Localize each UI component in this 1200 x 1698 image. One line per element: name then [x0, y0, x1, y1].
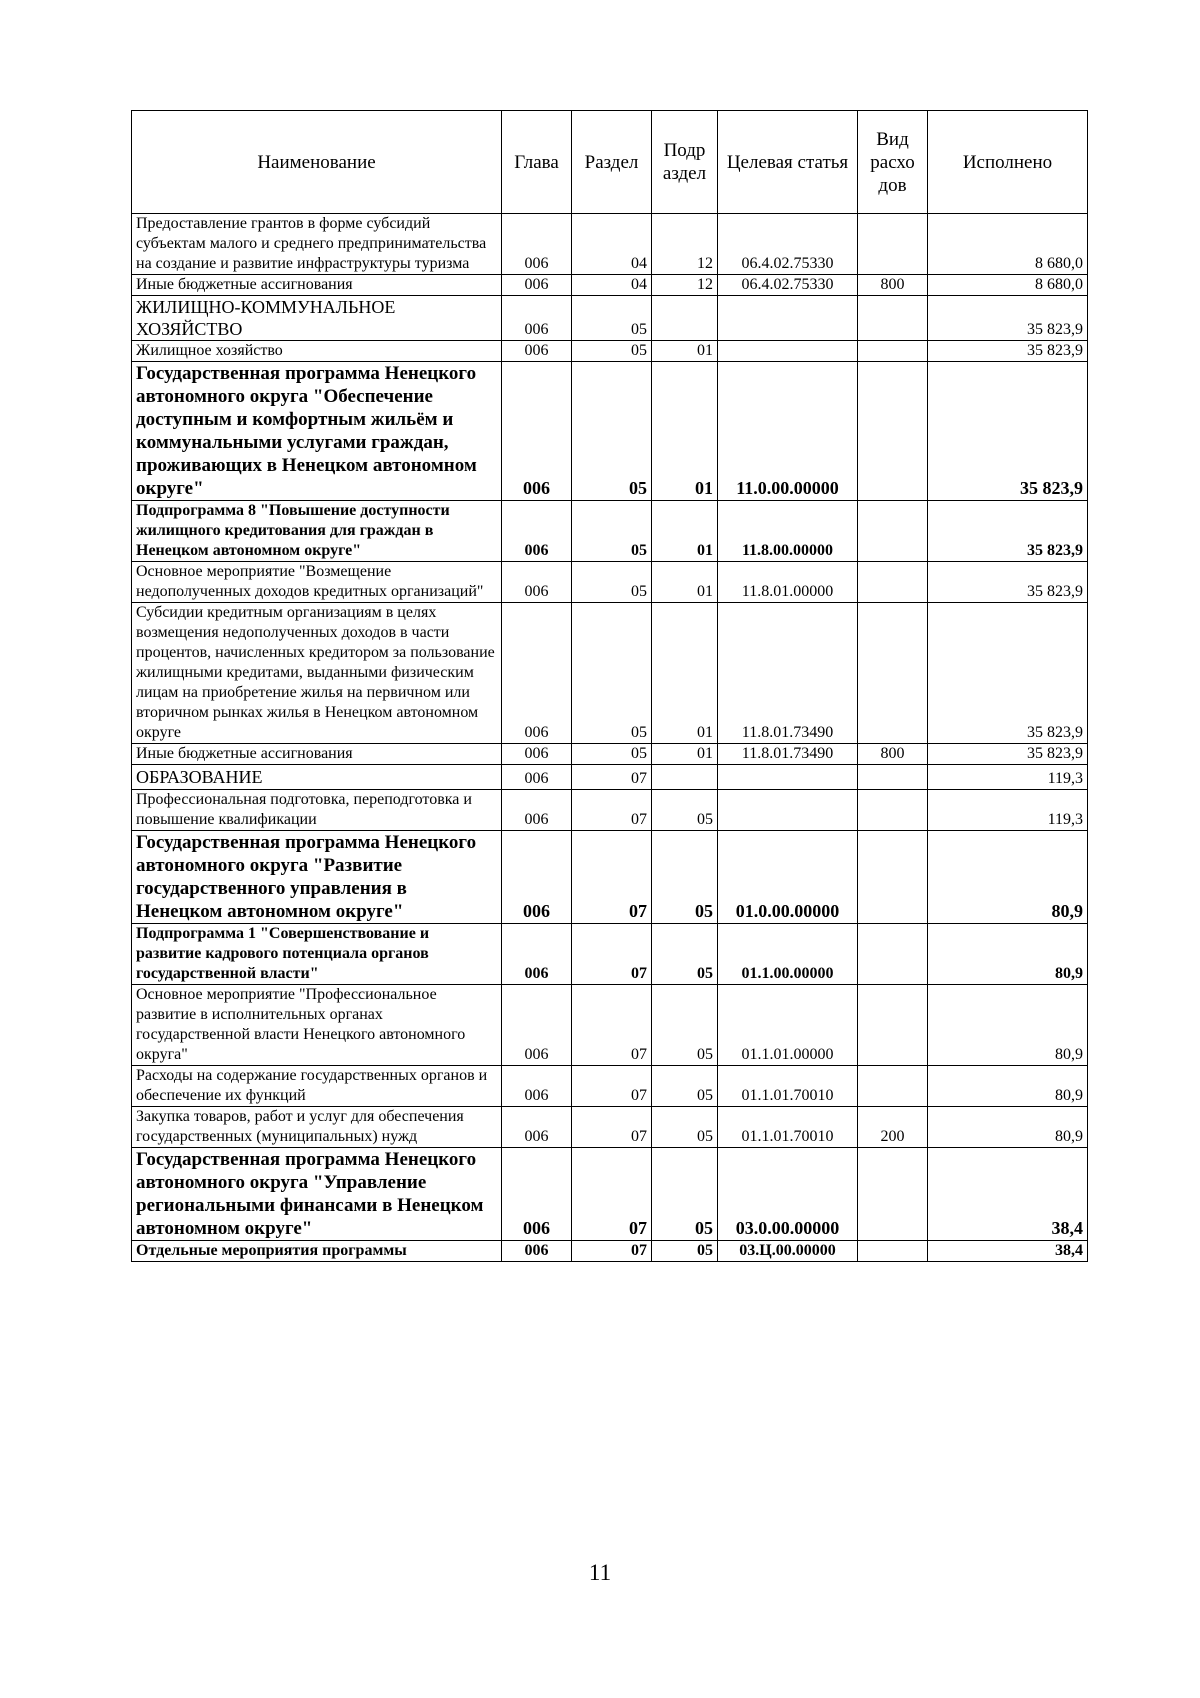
cell-razdel: 07 [572, 1241, 652, 1262]
cell-name: Государственная программа Ненецкого автономного округа "Управление региональными финансами в Ненецком автономном округе" [132, 1148, 502, 1241]
cell-ispolneno: 35 823,9 [928, 501, 1088, 562]
header-ispolneno: Исполнено [928, 111, 1088, 214]
cell-vid [858, 831, 928, 924]
cell-celevaya: 11.8.01.00000 [718, 562, 858, 603]
cell-podrazdel: 12 [652, 275, 718, 296]
table-row [132, 790, 1088, 831]
table-row [132, 831, 1088, 924]
cell-name: ОБРАЗОВАНИЕ [132, 765, 502, 790]
cell-glava: 006 [502, 296, 572, 341]
cell-glava: 006 [502, 341, 572, 362]
header-razdel: Раздел [572, 111, 652, 214]
table-row [132, 744, 1088, 765]
table-row [132, 214, 1088, 275]
table-row [132, 562, 1088, 603]
cell-glava: 006 [502, 765, 572, 790]
cell-podrazdel: 01 [652, 744, 718, 765]
cell-celevaya: 03.0.00.00000 [718, 1148, 858, 1241]
cell-name: Отдельные мероприятия программы [132, 1241, 502, 1262]
table-row [132, 1107, 1088, 1148]
cell-razdel: 07 [572, 1148, 652, 1241]
cell-vid [858, 790, 928, 831]
cell-name: Предоставление грантов в форме субсидий субъектам малого и среднего предпринимательства на создание и развитие инфраструктуры туризма [132, 214, 502, 275]
cell-podrazdel: 12 [652, 214, 718, 275]
cell-celevaya: 11.8.00.00000 [718, 501, 858, 562]
cell-podrazdel: 01 [652, 603, 718, 744]
header-vid: Вид расхо дов [858, 111, 928, 214]
cell-celevaya [718, 341, 858, 362]
cell-podrazdel [652, 765, 718, 790]
header-podrazdel: Подр аздел [652, 111, 718, 214]
cell-celevaya: 01.1.01.70010 [718, 1107, 858, 1148]
cell-celevaya [718, 790, 858, 831]
cell-name: Иные бюджетные ассигнования [132, 275, 502, 296]
cell-glava: 006 [502, 831, 572, 924]
cell-razdel: 07 [572, 1066, 652, 1107]
cell-celevaya: 11.8.01.73490 [718, 603, 858, 744]
cell-glava: 006 [502, 1107, 572, 1148]
cell-name: Подпрограмма 8 "Повышение доступности жилищного кредитования для граждан в Ненецком автономном округе" [132, 501, 502, 562]
cell-podrazdel [652, 296, 718, 341]
cell-celevaya [718, 765, 858, 790]
cell-vid [858, 985, 928, 1066]
cell-podrazdel: 05 [652, 985, 718, 1066]
table-row [132, 603, 1088, 744]
cell-vid [858, 214, 928, 275]
cell-podrazdel: 05 [652, 1107, 718, 1148]
cell-name: Основное мероприятие "Профессиональное развитие в исполнительных органах государственной власти Ненецкого автономного округа" [132, 985, 502, 1066]
header-name: Наименование [132, 111, 502, 214]
cell-vid [858, 362, 928, 501]
cell-glava: 006 [502, 744, 572, 765]
cell-glava: 006 [502, 985, 572, 1066]
cell-glava: 006 [502, 1148, 572, 1241]
cell-ispolneno: 38,4 [928, 1148, 1088, 1241]
cell-podrazdel: 05 [652, 1241, 718, 1262]
cell-ispolneno: 35 823,9 [928, 296, 1088, 341]
table-header-row [132, 111, 1088, 214]
cell-podrazdel: 05 [652, 924, 718, 985]
header-glava: Глава [502, 111, 572, 214]
cell-vid [858, 924, 928, 985]
cell-ispolneno: 35 823,9 [928, 362, 1088, 501]
cell-celevaya: 01.1.01.70010 [718, 1066, 858, 1107]
cell-celevaya: 03.Ц.00.00000 [718, 1241, 858, 1262]
table-row [132, 275, 1088, 296]
cell-podrazdel: 01 [652, 362, 718, 501]
cell-name: Жилищное хозяйство [132, 341, 502, 362]
cell-ispolneno: 119,3 [928, 765, 1088, 790]
cell-vid [858, 296, 928, 341]
cell-razdel: 05 [572, 744, 652, 765]
cell-ispolneno: 35 823,9 [928, 603, 1088, 744]
cell-glava: 006 [502, 214, 572, 275]
cell-podrazdel: 05 [652, 790, 718, 831]
table-row [132, 924, 1088, 985]
cell-razdel: 07 [572, 790, 652, 831]
header-celevaya: Целевая статья [718, 111, 858, 214]
cell-ispolneno: 35 823,9 [928, 744, 1088, 765]
cell-vid [858, 1241, 928, 1262]
cell-celevaya: 01.0.00.00000 [718, 831, 858, 924]
cell-ispolneno: 80,9 [928, 1107, 1088, 1148]
cell-name: Государственная программа Ненецкого автономного округа "Обеспечение доступным и комфортным жильём и коммунальными услугами граждан, проживающих в Ненецком автономном округе" [132, 362, 502, 501]
page-number: 11 [588, 1560, 612, 1585]
cell-celevaya: 01.1.00.00000 [718, 924, 858, 985]
cell-glava: 006 [502, 1066, 572, 1107]
cell-glava: 006 [502, 603, 572, 744]
cell-vid: 200 [858, 1107, 928, 1148]
cell-ispolneno: 119,3 [928, 790, 1088, 831]
cell-podrazdel: 05 [652, 1066, 718, 1107]
cell-razdel: 05 [572, 562, 652, 603]
cell-razdel: 07 [572, 1107, 652, 1148]
cell-ispolneno: 35 823,9 [928, 341, 1088, 362]
cell-ispolneno: 80,9 [928, 1066, 1088, 1107]
cell-ispolneno: 80,9 [928, 924, 1088, 985]
cell-name: Субсидии кредитным организациям в целях возмещения недополученных доходов в части процентов, начисленных кредитором за пользование жилищными кредитами, выданными физическим лицам на приобретение жилья на первичном или вторичном рынках жилья в Ненецком автономном округе [132, 603, 502, 744]
cell-vid [858, 562, 928, 603]
cell-name: Иные бюджетные ассигнования [132, 744, 502, 765]
table-row [132, 985, 1088, 1066]
cell-name: Государственная программа Ненецкого автономного округа "Развитие государственного управления в Ненецком автономном округе" [132, 831, 502, 924]
table-row [132, 1241, 1088, 1262]
cell-razdel: 05 [572, 501, 652, 562]
cell-glava: 006 [502, 790, 572, 831]
cell-celevaya [718, 296, 858, 341]
cell-name: Расходы на содержание государственных органов и обеспечение их функций [132, 1066, 502, 1107]
cell-vid [858, 1066, 928, 1107]
cell-ispolneno: 35 823,9 [928, 562, 1088, 603]
cell-glava: 006 [502, 562, 572, 603]
cell-razdel: 05 [572, 341, 652, 362]
cell-celevaya: 11.0.00.00000 [718, 362, 858, 501]
cell-vid [858, 603, 928, 744]
cell-razdel: 07 [572, 765, 652, 790]
cell-podrazdel: 05 [652, 831, 718, 924]
cell-vid [858, 1148, 928, 1241]
table-row [132, 1148, 1088, 1241]
table-row [132, 362, 1088, 501]
cell-name: Основное мероприятие "Возмещение недополученных доходов кредитных организаций" [132, 562, 502, 603]
cell-razdel: 04 [572, 275, 652, 296]
cell-glava: 006 [502, 1241, 572, 1262]
cell-name: Подпрограмма 1 "Совершенствование и развитие кадрового потенциала органов государственной власти" [132, 924, 502, 985]
cell-razdel: 05 [572, 296, 652, 341]
cell-ispolneno: 8 680,0 [928, 214, 1088, 275]
cell-vid [858, 501, 928, 562]
cell-razdel: 04 [572, 214, 652, 275]
cell-celevaya: 06.4.02.75330 [718, 275, 858, 296]
cell-glava: 006 [502, 362, 572, 501]
cell-glava: 006 [502, 275, 572, 296]
table-row [132, 765, 1088, 790]
cell-vid: 800 [858, 275, 928, 296]
cell-ispolneno: 38,4 [928, 1241, 1088, 1262]
cell-razdel: 07 [572, 831, 652, 924]
cell-vid: 800 [858, 744, 928, 765]
budget-table [131, 110, 1088, 1262]
cell-ispolneno: 80,9 [928, 831, 1088, 924]
cell-razdel: 05 [572, 362, 652, 501]
cell-vid [858, 765, 928, 790]
cell-glava: 006 [502, 501, 572, 562]
cell-razdel: 05 [572, 603, 652, 744]
cell-razdel: 07 [572, 924, 652, 985]
cell-celevaya: 11.8.01.73490 [718, 744, 858, 765]
table-row [132, 1066, 1088, 1107]
cell-name: ЖИЛИЩНО-КОММУНАЛЬНОЕ ХОЗЯЙСТВО [132, 296, 502, 341]
cell-podrazdel: 01 [652, 501, 718, 562]
cell-name: Закупка товаров, работ и услуг для обеспечения государственных (муниципальных) нужд [132, 1107, 502, 1148]
cell-name: Профессиональная подготовка, переподготовка и повышение квалификации [132, 790, 502, 831]
cell-podrazdel: 01 [652, 562, 718, 603]
cell-glava: 006 [502, 924, 572, 985]
cell-razdel: 07 [572, 985, 652, 1066]
table-row [132, 341, 1088, 362]
cell-vid [858, 341, 928, 362]
table-row [132, 296, 1088, 341]
cell-celevaya: 06.4.02.75330 [718, 214, 858, 275]
cell-celevaya: 01.1.01.00000 [718, 985, 858, 1066]
cell-podrazdel: 01 [652, 341, 718, 362]
cell-podrazdel: 05 [652, 1148, 718, 1241]
cell-ispolneno: 8 680,0 [928, 275, 1088, 296]
cell-ispolneno: 80,9 [928, 985, 1088, 1066]
table-row [132, 501, 1088, 562]
